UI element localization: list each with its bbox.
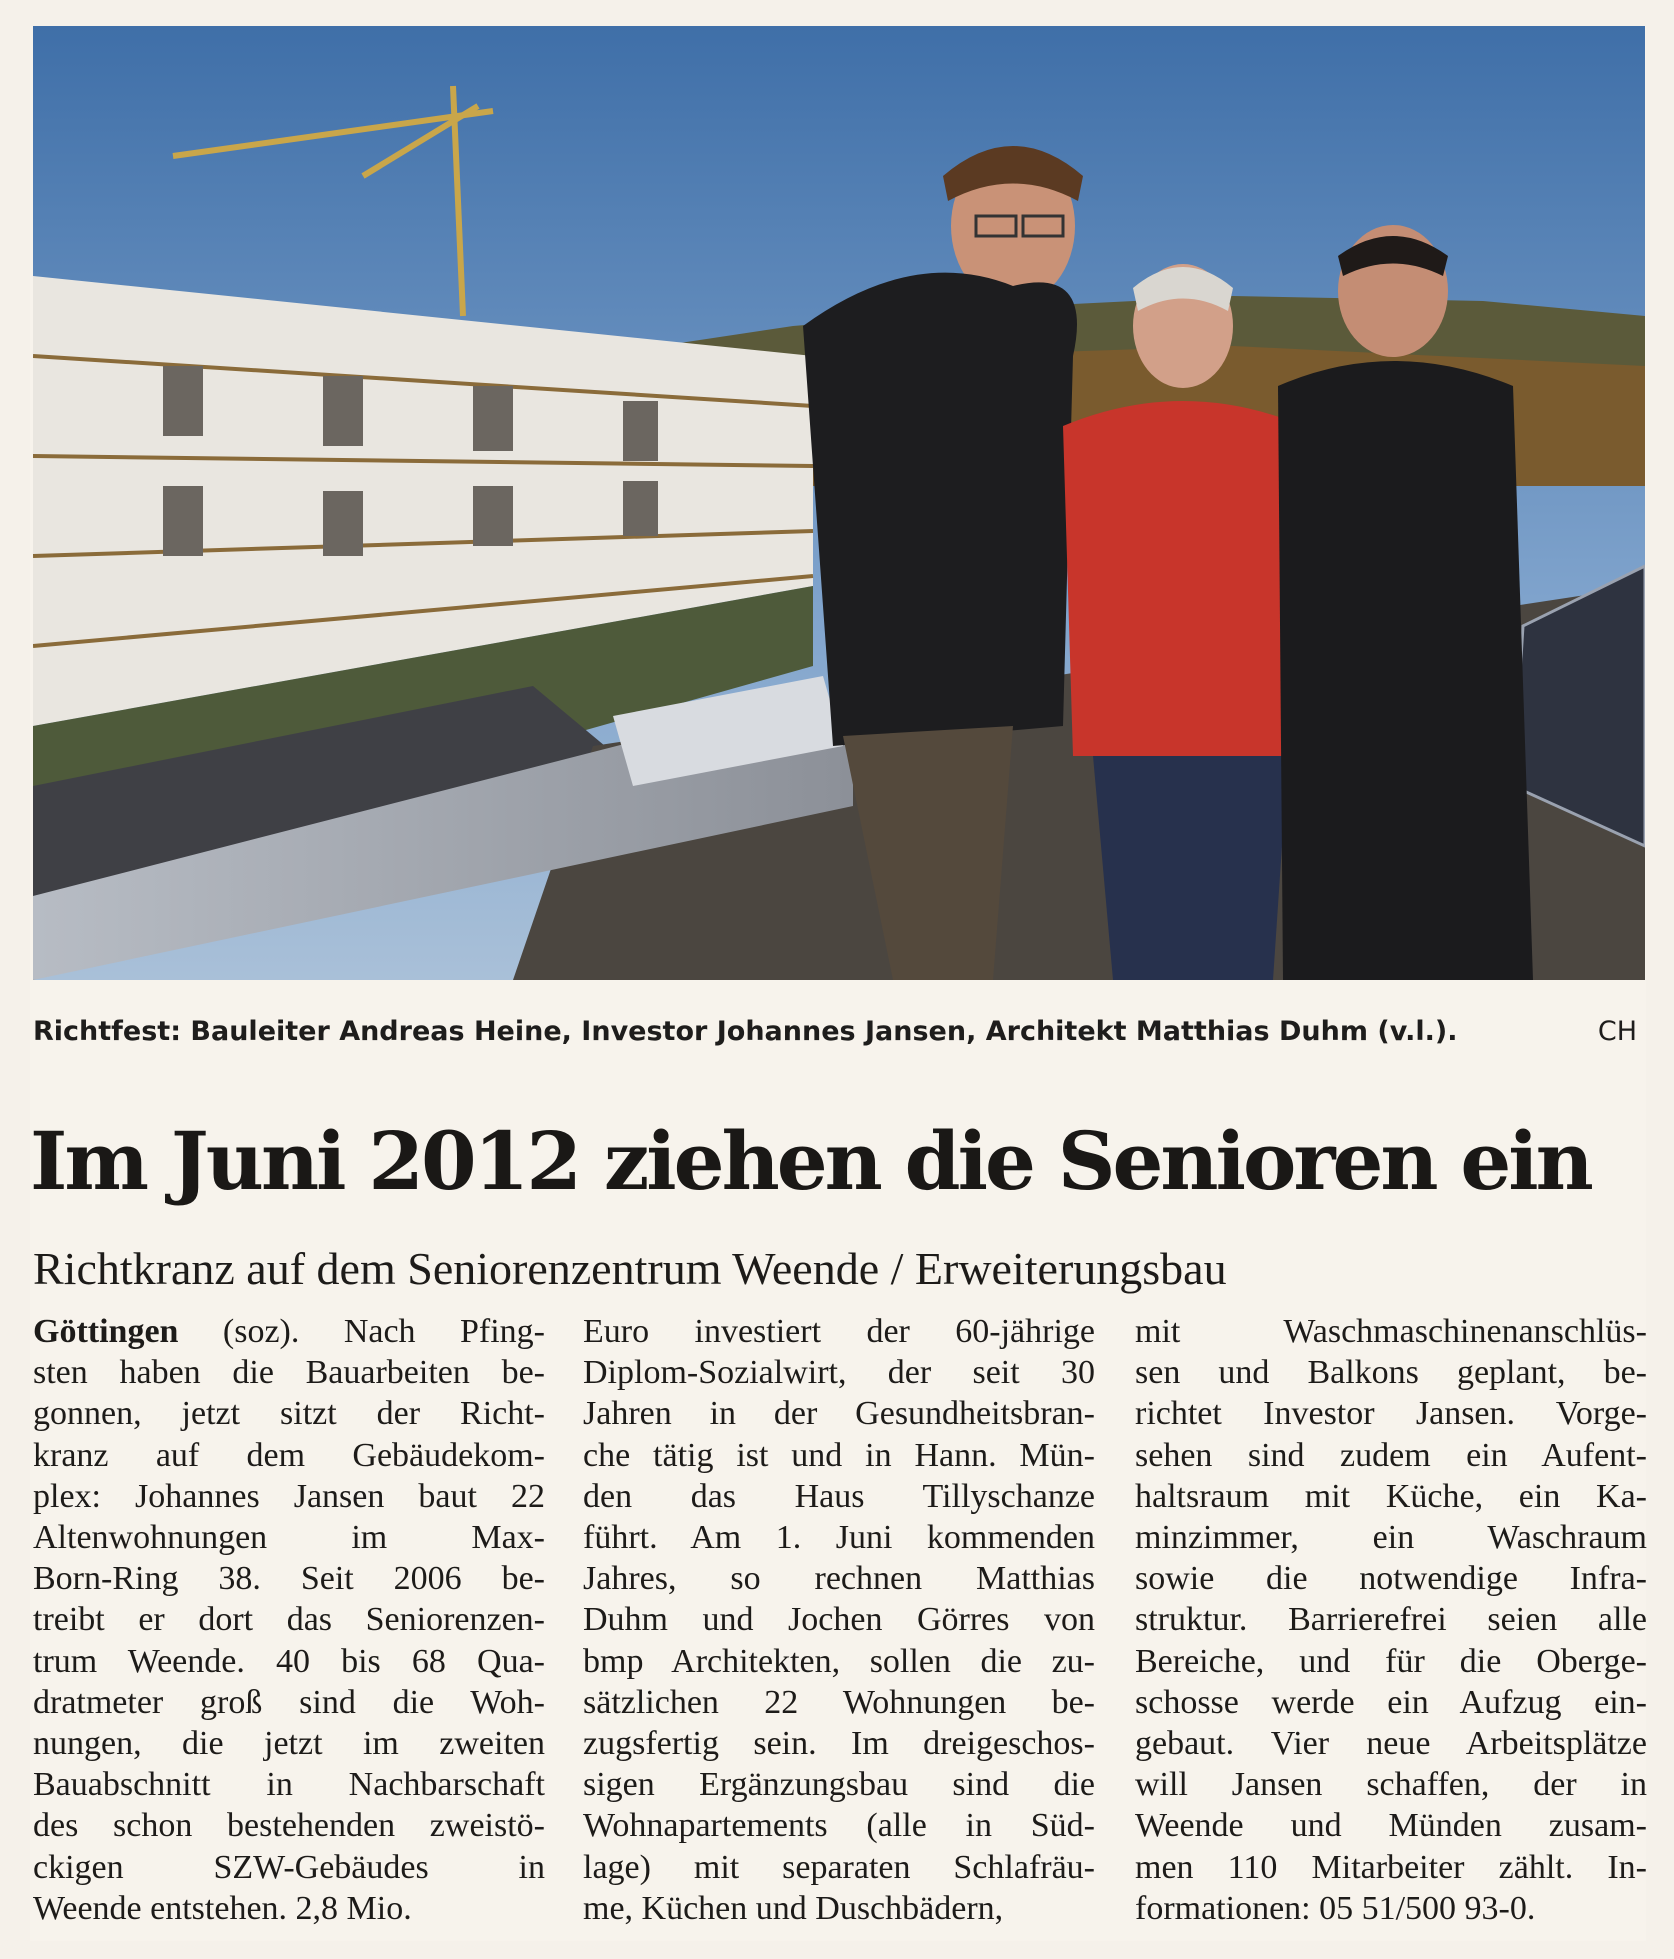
article-line: formationen: 05 51/500 93-0. [1135, 1889, 1536, 1927]
article-line: sen und Balkons geplant, be- [1135, 1354, 1647, 1392]
article-column-3 [1135, 1311, 1647, 1929]
article-dateline: Göttingen [33, 1313, 179, 1350]
article-line: sehen sind zudem ein Aufent- [1135, 1436, 1647, 1474]
article-subheadline: Richtkranz auf dem Seniorenzentrum Weende / Erweiterungsbau [33, 1243, 1227, 1294]
article-line: lage) mit separaten Schlafräu- [583, 1848, 1095, 1886]
article-line: Born-Ring 38. Seit 2006 be- [33, 1560, 545, 1598]
article-line: Weende entstehen. 2,8 Mio. [33, 1889, 412, 1927]
article-line: Bereiche, und für die Oberge- [1135, 1642, 1647, 1680]
article-line: kranz auf dem Gebäudekom- [33, 1436, 545, 1474]
article-line: Euro investiert der 60-jährige [583, 1313, 1095, 1350]
article-line: Göttingen (soz). Nach Pfing- [33, 1313, 545, 1350]
article-line: haltsraum mit Küche, ein Ka- [1135, 1477, 1647, 1515]
article-line: che tätig ist und in Hann. Mün- [583, 1436, 1095, 1474]
article-column-1 [33, 1311, 545, 1929]
photo-group-of-three-men-on-roof [33, 26, 1645, 980]
article-photo [33, 26, 1645, 980]
article-body [33, 1311, 1645, 1941]
article-line: führt. Am 1. Juni kommenden [583, 1519, 1095, 1557]
article-line: Weende und Münden zusam- [1135, 1807, 1647, 1845]
article-column-2 [583, 1311, 1095, 1929]
article-line: Jahres, so rechnen Matthias [583, 1560, 1095, 1598]
article-line: will Jansen schaffen, der in [1135, 1766, 1647, 1804]
article-line: nungen, die jetzt im zweiten [33, 1725, 545, 1763]
article-line: plex: Johannes Jansen baut 22 [33, 1477, 545, 1515]
article-line: sten haben die Bauarbeiten be- [33, 1354, 545, 1392]
article-line: ckigen SZW-Gebäudes in [33, 1848, 545, 1886]
article-line: Altenwohnungen im Max- [33, 1519, 545, 1557]
article-line: gebaut. Vier neue Arbeitsplätze [1135, 1725, 1647, 1763]
article-line: treibt er dort das Seniorenzen- [33, 1601, 545, 1639]
article-line: men 110 Mitarbeiter zählt. In- [1135, 1848, 1647, 1886]
article-line: schosse werde ein Aufzug ein- [1135, 1683, 1647, 1721]
article-line: mit Waschmaschinenanschlüs- [1135, 1313, 1647, 1350]
article-line: minzimmer, ein Waschraum [1135, 1519, 1647, 1557]
article-line: richtet Investor Jansen. Vorge- [1135, 1395, 1647, 1433]
article-line: me, Küchen und Duschbädern, [583, 1889, 1004, 1927]
article-line: struktur. Barrierefrei seien alle [1135, 1601, 1647, 1639]
newspaper-clipping [30, 26, 1646, 1941]
article-line: Bauabschnitt in Nachbarschaft [33, 1766, 545, 1804]
article-headline: Im Juni 2012 ziehen die Senioren ein [30, 1114, 1591, 1208]
article-line: dratmeter groß sind die Woh- [33, 1683, 545, 1721]
article-line: bmp Architekten, sollen die zu- [583, 1642, 1095, 1680]
article-line: Duhm und Jochen Görres von [583, 1601, 1095, 1639]
article-line: gonnen, jetzt sitzt der Richt- [33, 1395, 545, 1433]
article-line: trum Weende. 40 bis 68 Qua- [33, 1642, 545, 1680]
article-line: zugsfertig sein. Im dreigeschos- [583, 1725, 1095, 1763]
article-line: Diplom-Sozialwirt, der seit 30 [583, 1354, 1095, 1392]
article-line: Jahren in der Gesundheitsbran- [583, 1395, 1095, 1433]
article-line: sätzlichen 22 Wohnungen be- [583, 1683, 1095, 1721]
photo-credit: CH [1597, 1016, 1637, 1047]
caption-text: Richtfest: Bauleiter Andreas Heine, Investor Johannes Jansen, Architekt Matthias Duhm (v.l.). [33, 1016, 1458, 1047]
photo-caption [33, 1016, 1645, 1056]
article-line: des schon bestehenden zweistö- [33, 1807, 545, 1845]
article-line: Wohnapartements (alle in Süd- [583, 1807, 1095, 1845]
article-line: sigen Ergänzungsbau sind die [583, 1766, 1095, 1804]
article-line: den das Haus Tillyschanze [583, 1477, 1095, 1515]
article-line: sowie die notwendige Infra- [1135, 1560, 1647, 1598]
